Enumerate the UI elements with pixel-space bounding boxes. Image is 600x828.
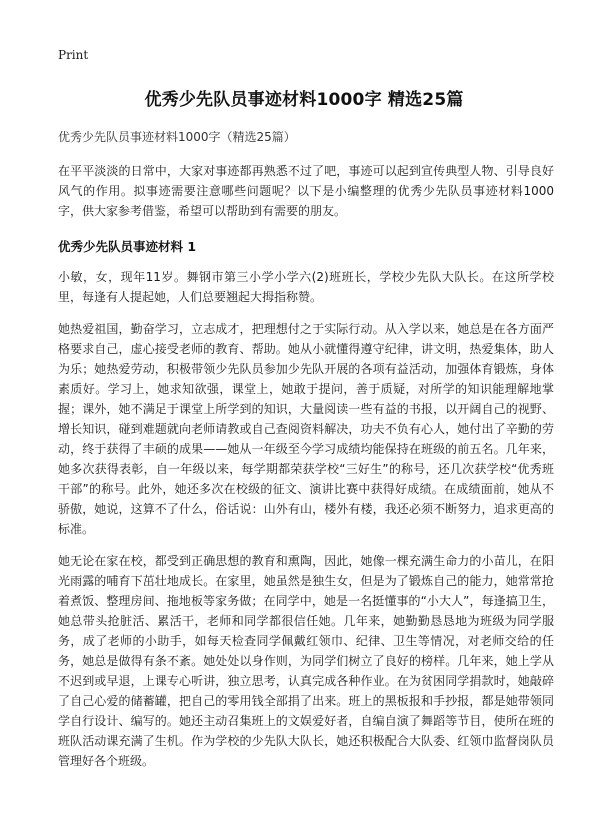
body-paragraph: 她热爱祖国，勤奋学习，立志成才，把理想付之于实际行动。从入学以来，她总是在各方面严格要求自己，虚心接受老师的教育、帮助。她从小就懂得遵守纪律，讲文明，热爱集体，助人为乐；她热爱劳动，积极带领少先队员参加少先队开展的各项有益活动，加强体育锻炼，身体素质好。学习上，她求知欲强，课堂上，她敢于提问，善于质疑，对所学的知识能理解地掌握；课外，她不满足于课堂上所学到的知识，大量阅读一些有益的书报，以开阔自己的视野、增长知识，碰到难题就向老师请教或自己查阅资料解决，功夫不负有心人，她付出了辛勤的劳动，终于获得了丰硕的成果——她从一年级至今学习成绩均能保持在班级的前五名。几年来，她多次获得表彰，自一年级以来，每学期都荣获学校“三好生”的称号，还几次获学校“优秀班干部”的称号。此外，她还多次在校级的征文、演讲比赛中获得好成绩。在成绩面前，她从不骄傲，她说，这算不了什么，俗话说：山外有山，楼外有楼，我还必须不断努力，追求更高的标准。 <box>58 322 554 536</box>
section-heading: 优秀少先队员事迹材料 1 <box>58 239 197 254</box>
document-subtitle: 优秀少先队员事迹材料1000字（精选25篇） <box>58 130 296 144</box>
print-link[interactable]: Print <box>58 48 89 62</box>
page-title: 优秀少先队员事迹材料1000字 精选25篇 <box>144 90 464 110</box>
body-paragraph: 小敏，女，现年11岁。舞钢市第三小学小学六(2)班班长，学校少先队大队长。在这所学校里，每逢有人提起她，人们总要翘起大拇指称赞。 <box>58 270 554 304</box>
intro-paragraph: 在平平淡淡的日常中，大家对事迹都再熟悉不过了吧，事迹可以起到宣传典型人物、引导良好风气的作用。拟事迹需要注意哪些问题呢？以下是小编整理的优秀少先队员事迹材料1000字，供大家参考借鉴，希望可以帮助到有需要的朋友。 <box>58 164 554 218</box>
body-paragraph: 她无论在家在校，都受到正确思想的教育和熏陶，因此，她像一棵充满生命力的小苗儿，在阳光雨露的哺育下茁壮地成长。在家里，她虽然是独生女，但是为了锻炼自己的能力，她常常抢着煮饭、整理房间、拖地板等家务做；在同学中，她是一名挺懂事的“小大人”，每逢搞卫生，她总带头抢脏活、累活干，老师和同学都很信任她。几年来，她勤勤恳恳地为班级为同学服务，成了老师的小助手，如每天检查同学佩戴红领巾、纪律、卫生等情况，对老师交给的任务，她总是做得有条不紊。她处处以身作则，为同学们树立了良好的榜样。几年来，她上学从不迟到或早退，上课专心听讲，独立思考，认真完成各种作业。在为贫困同学捐款时，她敲碎了自己心爱的储蓄罐，把自己的零用钱全部捐了出来。班上的黑板报和手抄报，都是她带领同学自行设计、编写的。她还主动召集班上的文娱爱好者，自编自演了舞蹈等节目，使所在班的班队活动课充满了生机。作为学校的少先队大队长，她还积极配合大队委、红领巾监督岗队员管理好各个班级。 <box>58 554 554 768</box>
